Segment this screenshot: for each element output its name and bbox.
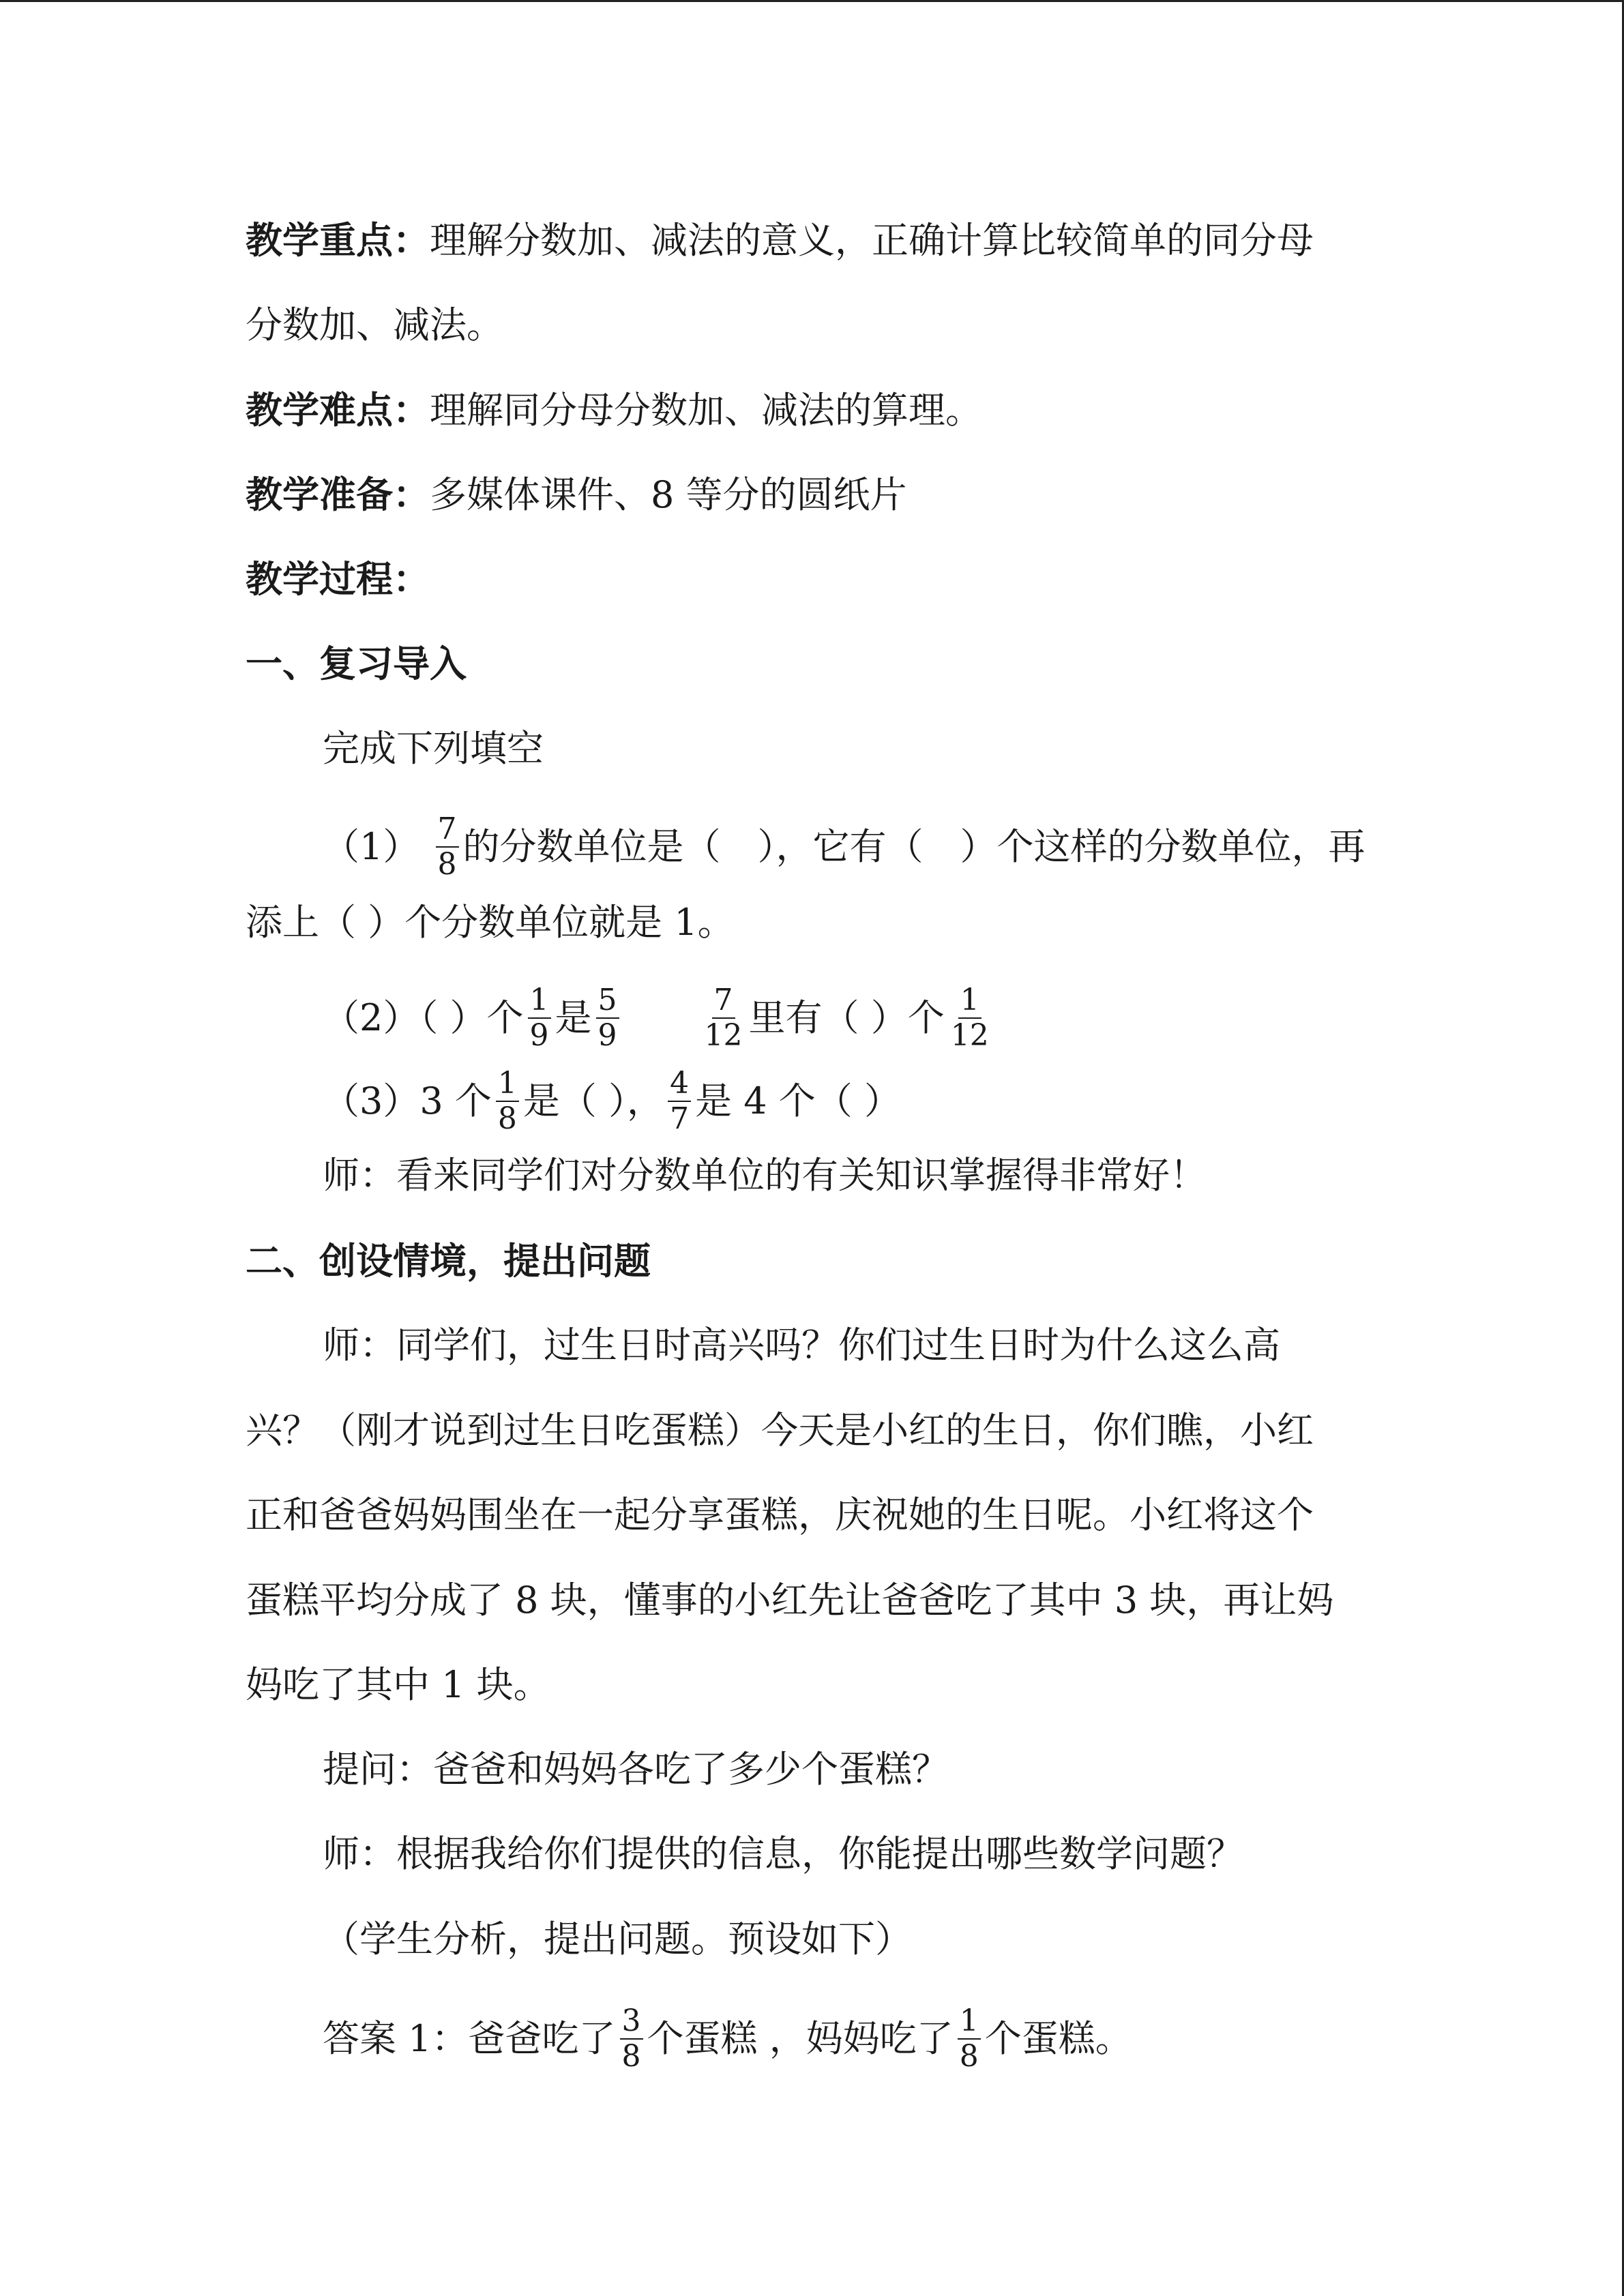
key-point-text: 理解分数加、减法的意义，正确计算比较简单的同分母 <box>430 219 1314 262</box>
preparation-line <box>246 473 907 516</box>
question-2-line <box>323 983 995 1053</box>
answer-1-line <box>323 2003 1132 2074</box>
teacher-comment-2: 师：根据我给你们提供的信息，你能提出哪些数学问题？ <box>323 1832 1243 1875</box>
q2-text-b: 是 <box>555 996 592 1039</box>
paragraph-line-2: 兴？（刚才说到过生日吃蛋糕）今天是小红的生日，你们瞧，小红 <box>246 1409 1314 1452</box>
q3-text-a: （3）3 个 <box>323 1079 492 1122</box>
difficulty-text: 理解同分母分数加、减法的算理。 <box>430 389 982 432</box>
fraction-1-8-b: $\frac{1}{8}$ <box>958 2004 981 2074</box>
paragraph-line-4: 蛋糕平均分成了 8 块，懂事的小红先让爸爸吃了其中 3 块，再让妈 <box>246 1579 1334 1622</box>
q3-text-b: 是（ ）， <box>522 1079 664 1122</box>
paragraph-line-5: 妈吃了其中 1 块。 <box>246 1663 550 1706</box>
difficulty-line <box>246 388 982 432</box>
section-review-heading: 一、复习导入 <box>246 642 467 685</box>
fraction-1-8: $\frac{1}{8}$ <box>496 1067 519 1136</box>
fraction-5-9: $\frac{5}{9}$ <box>596 983 619 1053</box>
answer-1-text-c: 个蛋糕。 <box>984 2017 1132 2060</box>
fraction-3-8: $\frac{3}{8}$ <box>620 2004 643 2074</box>
fraction-1-9: $\frac{1}{9}$ <box>528 983 551 1053</box>
question-prompt: 提问：爸爸和妈妈各吃了多少个蛋糕？ <box>323 1748 949 1791</box>
process-heading: 教学过程： <box>246 557 430 601</box>
fraction-7-12: $\frac{7}{12}$ <box>704 983 743 1053</box>
q2-text-c: 里有（ ）个 <box>748 996 945 1039</box>
q3-text-c: 是 4 个（ ） <box>695 1079 901 1122</box>
difficulty-label: 教学难点： <box>246 388 430 432</box>
q1-text: 的分数单位是（ ），它有（ ）个这样的分数单位，再 <box>462 825 1365 868</box>
question-3-line <box>323 1066 901 1136</box>
key-point-continuation: 分数加、减法。 <box>246 303 503 346</box>
fraction-1-12: $\frac{1}{12}$ <box>950 983 989 1053</box>
answer-1-text-a: 答案 1：爸爸吃了 <box>323 2017 616 2060</box>
key-point-line <box>246 218 1314 262</box>
paragraph-line-1: 师：同学们，过生日时高兴吗？你们过生日时为什么这么高 <box>323 1324 1280 1367</box>
preparation-text: 多媒体课件、8 等分的圆纸片 <box>430 473 907 516</box>
question-1-line <box>323 811 1365 882</box>
teacher-comment-1: 师：看来同学们对分数单位的有关知识掌握得非常好！ <box>323 1154 1207 1197</box>
q1-number: （1） <box>323 825 420 868</box>
question-1-continuation: 添上（ ）个分数单位就是 1。 <box>246 901 735 944</box>
preparation-label: 教学准备： <box>246 473 430 516</box>
page-top-border <box>0 0 1624 2</box>
fraction-4-7: $\frac{4}{7}$ <box>668 1067 691 1136</box>
key-point-label: 教学重点： <box>246 218 430 262</box>
fill-intro: 完成下列填空 <box>323 727 544 770</box>
section-scenario-heading: 二、创设情境，提出问题 <box>246 1239 651 1283</box>
student-analysis-note: （学生分析，提出问题。预设如下） <box>323 1918 912 1960</box>
answer-1-text-b: 个蛋糕 ，妈妈吃了 <box>647 2017 954 2060</box>
q2-text-a: （2）（ ）个 <box>323 996 524 1039</box>
fraction-7-8: $\frac{7}{8}$ <box>436 812 459 882</box>
paragraph-line-3: 正和爸爸妈妈围坐在一起分享蛋糕，庆祝她的生日呢。小红将这个 <box>246 1493 1314 1536</box>
